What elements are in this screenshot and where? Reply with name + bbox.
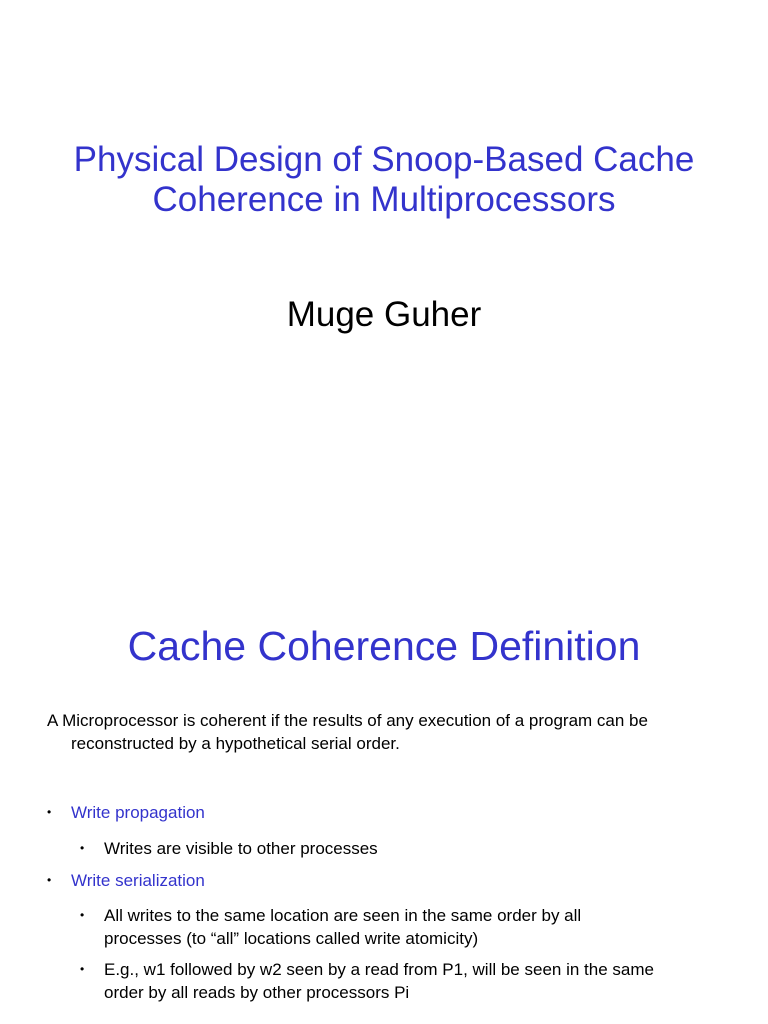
title-line-2: Coherence in Multiprocessors bbox=[152, 180, 616, 219]
bullet-dot-icon: • bbox=[80, 908, 85, 922]
definition-paragraph: A Microprocessor is coherent if the results of any execution of a program can be reconstructed by a hypothetical serial order. bbox=[47, 711, 648, 753]
bullet-write-propagation bbox=[47, 801, 205, 824]
sub-bullet-writes-visible bbox=[80, 837, 744, 860]
bullet-dot-icon: • bbox=[80, 962, 85, 976]
sub-bullet-text: Writes are visible to other processes bbox=[104, 839, 378, 858]
sub-bullet-line-1: All writes to the same location are seen in the same order by all bbox=[104, 906, 582, 925]
sub-bullet-line-2: order by all reads by other processors Pi bbox=[104, 983, 410, 1002]
sub-bullet-same-order bbox=[80, 904, 744, 950]
sub-bullet-line-1: E.g., w1 followed by w2 seen by a read from P1, will be seen in the same bbox=[104, 960, 654, 979]
bullet-label: Write serialization bbox=[71, 871, 205, 890]
author-name: Muge Guher bbox=[286, 295, 482, 334]
bullet-write-serialization bbox=[47, 869, 205, 892]
slide-cache-coherence-definition bbox=[0, 580, 768, 1024]
bullet-dot-icon: • bbox=[47, 873, 52, 887]
sub-bullet-example bbox=[80, 958, 744, 1004]
presentation-title bbox=[0, 140, 768, 220]
bullet-label: Write propagation bbox=[71, 803, 205, 822]
sub-bullet-line-2: processes (to “all” locations called write atomicity) bbox=[104, 929, 479, 948]
title-line-1: Physical Design of Snoop-Based Cache bbox=[73, 140, 695, 179]
bullet-dot-icon: • bbox=[80, 841, 85, 855]
slide-heading: Cache Coherence Definition bbox=[127, 623, 641, 669]
bullet-dot-icon: • bbox=[47, 805, 52, 819]
